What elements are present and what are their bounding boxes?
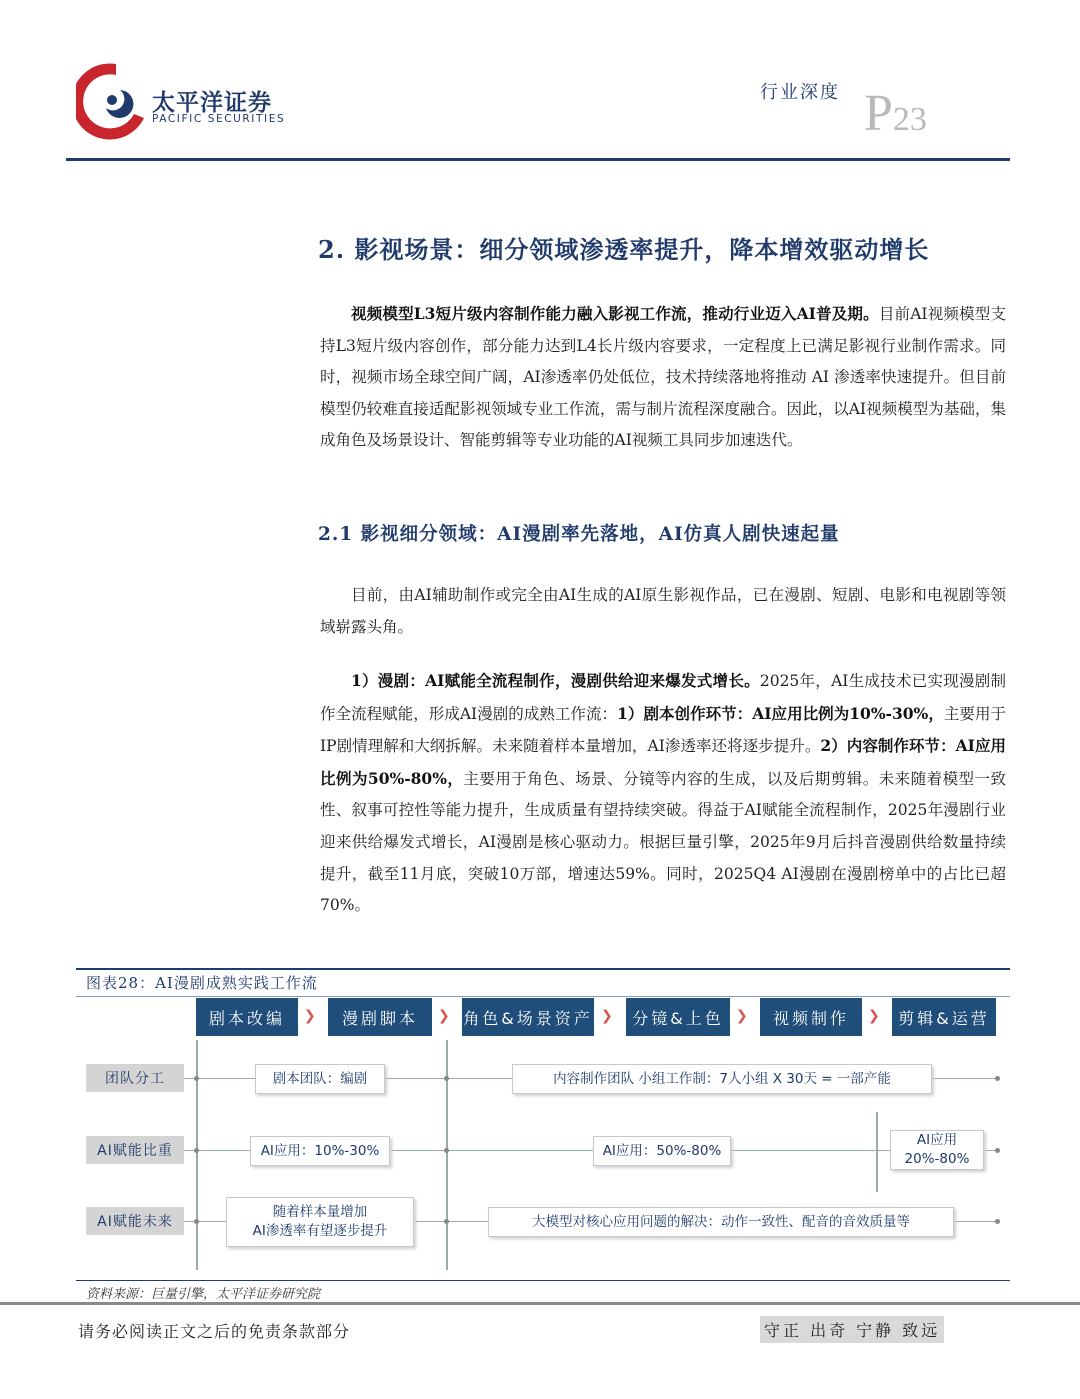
subsection-heading: 2.1 影视细分领域：AI漫剧率先落地，AI仿真人剧快速起量 [318, 524, 840, 545]
paragraph-3-bold-3: 2）内容制作环节：AI应用比例为50%-80%， [320, 736, 1006, 788]
stage-character-scene-assets: 角色&场景资产 [462, 998, 594, 1036]
figure-title-rule [76, 996, 1010, 997]
grid-node [194, 1148, 199, 1153]
cell-ai-ratio-content: AI应用：50%-80% [593, 1136, 731, 1166]
paragraph-1-body: 目前AI视频模型支持L3短片级内容创作，部分能力达到L4长片级内容要求，一定程度上已满足影视行业制作需求。同时，视频市场全球空间广阔，AI渗透率仍处低位，技术持续落地将推动 AI 渗透率快速提升。但目前模型仍较难直接适配影视领域专业工作流，需与制片流程深度融合。因此，以AI视频模型为基础，集成角色及场景设计、智能剪辑等专业功能的AI视频工具同步加速迭代。 [320, 305, 1006, 450]
grid-node [995, 1148, 1000, 1153]
grid-node [194, 1076, 199, 1081]
grid-node [444, 1076, 449, 1081]
header-divider [66, 158, 1010, 161]
grid-divider [446, 1040, 448, 1270]
stage-comic-script: 漫剧脚本 [328, 998, 432, 1036]
footer-disclaimer: 请务必阅读正文之后的免责条款部分 [78, 1322, 351, 1341]
figure-bottom-rule [76, 1280, 1010, 1281]
cell-ai-future-line1: 随着样本量增加 [272, 1204, 368, 1220]
row-label-ai-ratio: AI赋能比重 [86, 1136, 184, 1164]
report-type: 行业深度 [760, 82, 840, 103]
grid-divider [876, 1112, 878, 1192]
grid-node [444, 1219, 449, 1224]
brand-name-cn: 太平洋证券 [152, 90, 272, 116]
paragraph-3 [320, 665, 1006, 922]
paragraph-1 [320, 298, 1006, 457]
figure-top-rule [76, 968, 1010, 970]
chevron-right-icon: ❯ [601, 1008, 613, 1024]
cell-ai-ratio-editing-line1: AI应用 [916, 1132, 958, 1148]
grid-node [995, 1219, 1000, 1224]
cell-content-team: 内容制作团队 小组工作制：7人小组 X 30天 = 一部产能 [512, 1064, 932, 1094]
stage-editing-operations: 剪辑&运营 [892, 998, 996, 1036]
paragraph-3-text-2: 主要用于IP剧情理解和大纲拆解。未来随着样本量增加，AI渗透率还将逐步提升。 [320, 704, 1006, 756]
grid-node [444, 1148, 449, 1153]
cell-ai-ratio-editing [890, 1130, 984, 1170]
chevron-right-icon: ❯ [736, 1008, 748, 1024]
stage-storyboard-coloring: 分镜&上色 [626, 998, 730, 1036]
cell-ai-future-script [226, 1197, 414, 1247]
chevron-right-icon: ❯ [304, 1008, 316, 1024]
logo-icon [76, 60, 146, 142]
cell-ai-future-content: 大模型对核心应用问题的解决：动作一致性、配音的音效质量等 [488, 1207, 954, 1237]
chevron-right-icon: ❯ [868, 1008, 880, 1024]
stage-script-adaptation: 剧本改编 [196, 998, 298, 1036]
page-number [864, 85, 927, 146]
grid-divider [196, 1040, 198, 1270]
footer-divider [0, 1302, 1080, 1305]
paragraph-3-lead: 1）漫剧：AI赋能全流程制作，漫剧供给迎来爆发式增长。 [351, 671, 760, 690]
row-label-ai-future: AI赋能未来 [86, 1207, 184, 1235]
paragraph-3-text-3: 主要用于角色、场景、分镜等内容的生成，以及后期剪辑。未来随着模型一致性、叙事可控性等能力提升，生成质量有望持续突破。得益于AI赋能全流程制作，2025年漫剧行业迎来供给爆发式增长，AI漫剧是核心驱动力。根据巨量引擎，2025年9月后抖音漫剧供给数量持续提升，截至11月底，突破10万部，增速达59%。同时，2025Q4 AI漫剧在漫剧榜单中的占比已超70%。 [320, 769, 1006, 915]
cell-ai-ratio-script: AI应用：10%-30% [250, 1136, 390, 1166]
grid-node [995, 1076, 1000, 1081]
paragraph-3-bold-2: 1）剧本创作环节：AI应用比例为10%-30%， [617, 703, 944, 723]
footer-motto: 守正 出奇 宁静 致远 [760, 1316, 944, 1343]
page-number-value: 23 [892, 101, 927, 138]
page-prefix: P [864, 85, 893, 142]
stage-video-production: 视频制作 [760, 998, 862, 1036]
paragraph-2: 目前，由AI辅助制作或完全由AI生成的AI原生影视作品，已在漫剧、短剧、电影和电视剧等领域崭露头角。 [320, 586, 1006, 636]
paragraph-3-text-1: 2025年，AI生成技术已实现漫剧制作全流程赋能，形成AI漫剧的成熟工作流： [320, 672, 1006, 723]
row-label-team: 团队分工 [86, 1064, 184, 1092]
cell-ai-ratio-editing-line2: 20%-80% [904, 1151, 970, 1167]
brand-name-en: PACIFIC SECURITIES [152, 113, 286, 125]
chevron-right-icon: ❯ [438, 1008, 450, 1024]
figure-source: 资料来源：巨量引擎，太平洋证券研究院 [86, 1287, 321, 1302]
section-heading: 2. 影视场景：细分领域渗透率提升，降本增效驱动增长 [318, 235, 930, 264]
cell-ai-future-line2: AI渗透率有望逐步提升 [252, 1223, 388, 1239]
figure-title: 图表28：AI漫剧成熟实践工作流 [86, 974, 318, 992]
grid-node [194, 1219, 199, 1224]
paragraph-1-lead: 视频模型L3短片级内容制作能力融入影视工作流，推动行业迈入AI普及期。 [351, 304, 879, 323]
cell-script-team: 剧本团队：编剧 [255, 1064, 385, 1094]
